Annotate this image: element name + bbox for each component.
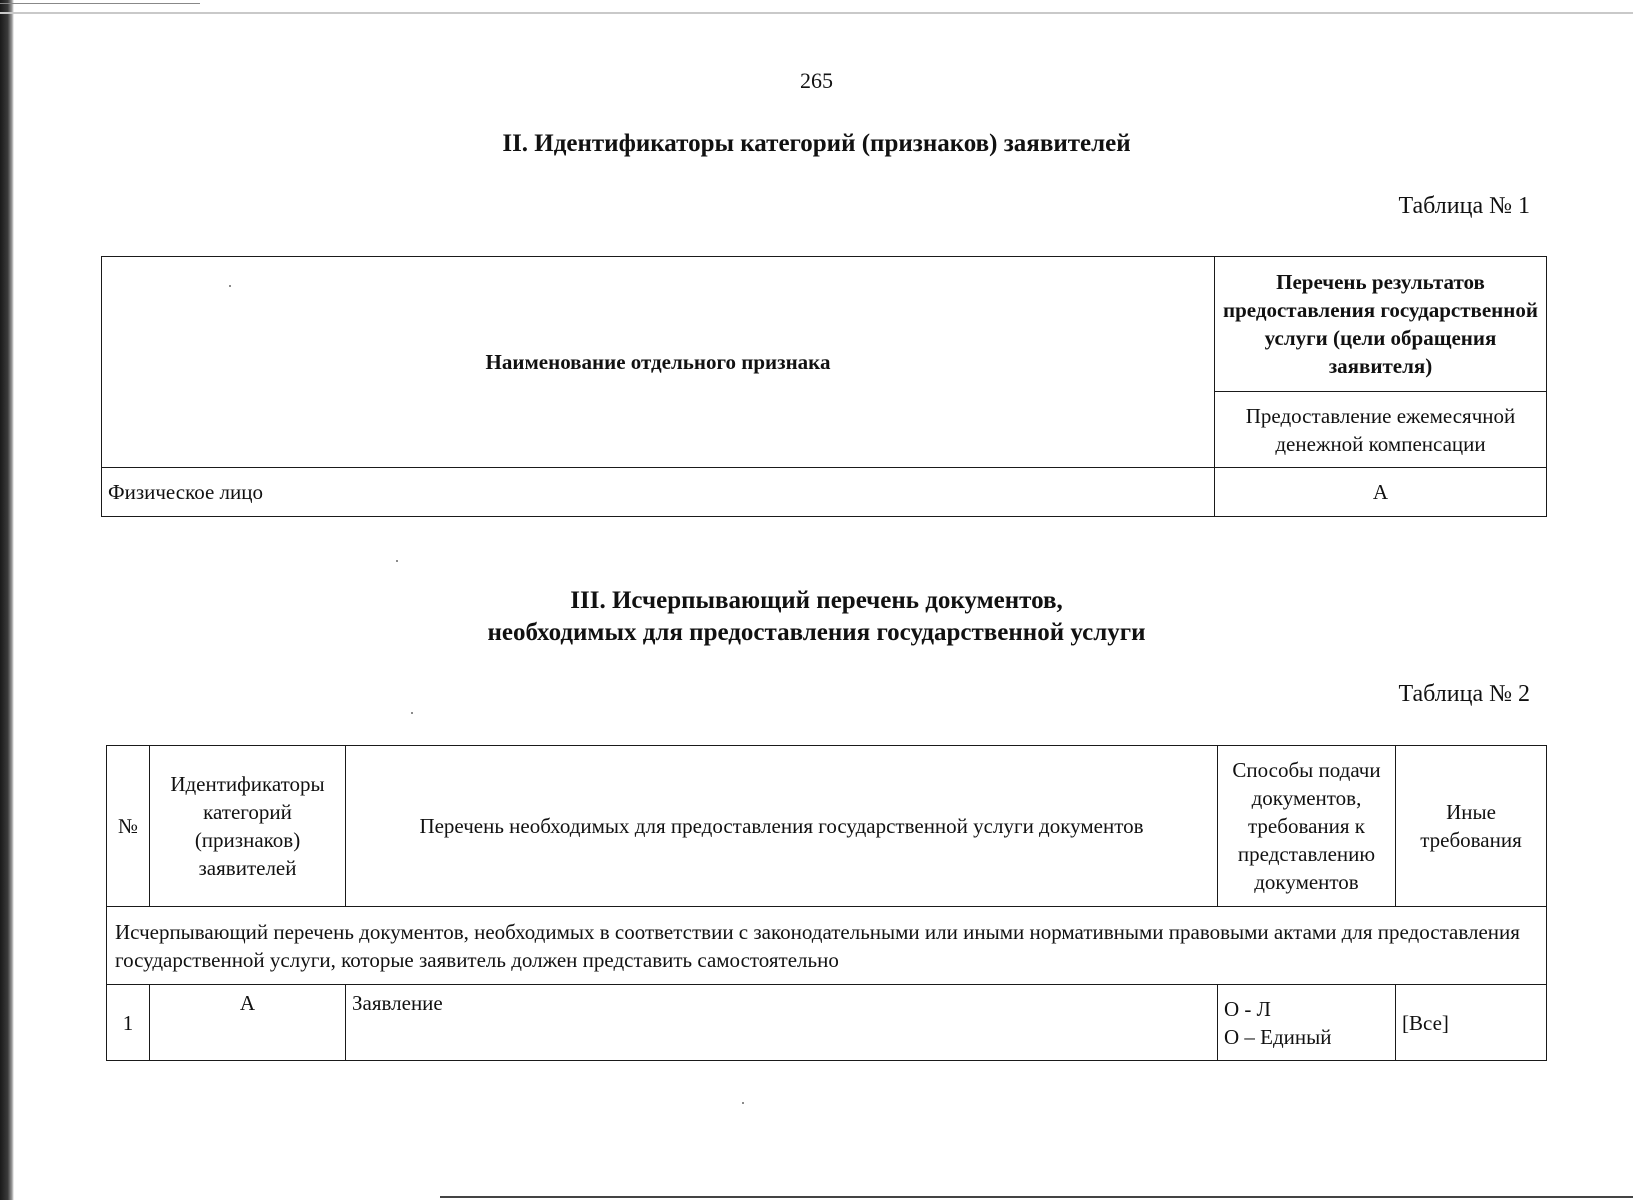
table-2 [106, 745, 1547, 1061]
section-3-title-line1: III. Исчерпывающий перечень документов, [570, 587, 1063, 614]
table-2-header-row [107, 746, 1547, 907]
table-1-row-value: А [1215, 468, 1547, 517]
table-row [107, 985, 1547, 1061]
table-row [102, 468, 1547, 517]
table-2-row-document: Заявление [346, 985, 1218, 1061]
table-2-row-other: [Все] [1396, 985, 1547, 1061]
table-2-header-documents: Перечень необходимых для предоставления государственной услуги документов [346, 746, 1218, 907]
table-1-row-name: Физическое лицо [102, 468, 1215, 517]
scan-speck [742, 1102, 744, 1104]
scan-bottom-rule [440, 1196, 1633, 1198]
table-2-row-methods [1218, 985, 1396, 1061]
table-1-col2-subheader: Предоставление ежемесячной денежной компенсации [1215, 392, 1547, 468]
table-2-header-identifiers: Идентификаторы категорий (признаков) заявителей [150, 746, 346, 907]
table-1-label: Таблица № 1 [1398, 193, 1530, 219]
table-2-label: Таблица № 2 [1398, 681, 1530, 707]
table-2-row-method-line1: О - Л [1224, 996, 1271, 1021]
section-2-title: II. Идентификаторы категорий (признаков) заявителей [502, 130, 1131, 157]
page-number: 265 [800, 68, 833, 93]
section-3-title-line2: необходимых для предоставления государственной услуги [487, 619, 1146, 646]
table-2-header-methods: Способы подачи документов, требования к представлению документов [1218, 746, 1396, 907]
table-1-col2-header: Перечень результатов предоставления государственной услуги (цели обращения заявителя) [1215, 257, 1547, 392]
table-2-group-row: Исчерпывающий перечень документов, необходимых в соответствии с законодательными или иными нормативными правовыми актами для предоставления государственной услуги, которые заявитель должен представить самостоятельно [107, 907, 1547, 985]
table-1-col1-header: Наименование отдельного признака [102, 257, 1215, 468]
table-2-header-other: Иные требования [1396, 746, 1547, 907]
table-1 [101, 256, 1547, 517]
table-2-row-identifier: А [150, 985, 346, 1061]
scan-speck [411, 712, 413, 714]
scan-speck [396, 560, 398, 562]
scan-top-rule [0, 12, 1633, 14]
table-2-row-method-line2: О – Единый [1224, 1024, 1332, 1049]
table-2-row-num: 1 [107, 985, 150, 1061]
scan-top-mark [0, 3, 200, 4]
table-2-header-num: № [107, 746, 150, 907]
